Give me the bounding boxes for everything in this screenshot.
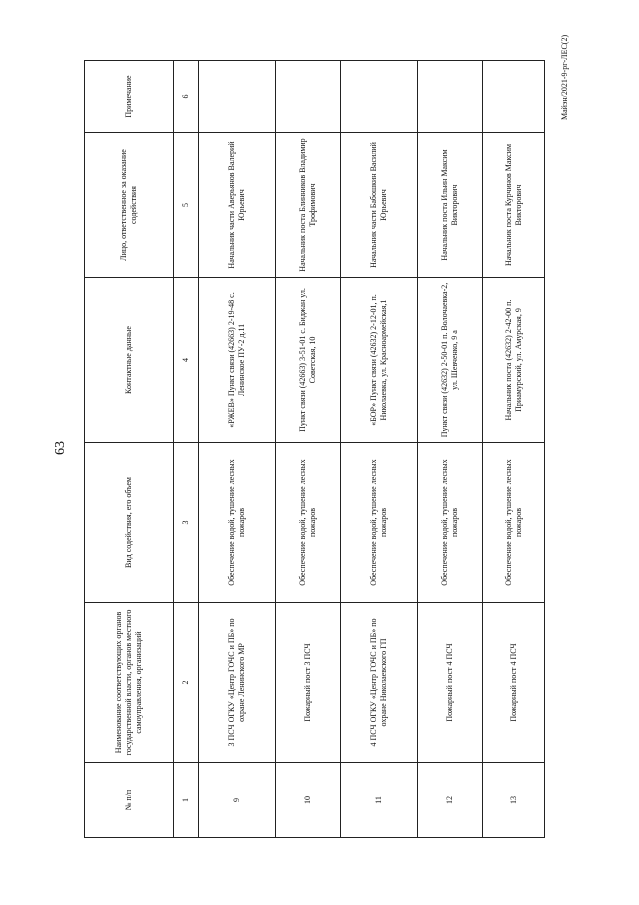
- table-row: [199, 61, 276, 838]
- header-contacts: Контактные данные: [85, 278, 174, 443]
- row-responsible-person: Начальник части Бабошкин Василий Юрьевич: [341, 133, 418, 278]
- column-number: 4: [174, 278, 199, 443]
- row-responsible-person: Начальник части Аверьянов Валерий Юрьевич: [199, 133, 276, 278]
- header-organization: Наименование соответствующих органов государственной власти, органов местного самоуправления, организаций: [85, 603, 174, 763]
- row-note: [418, 61, 483, 133]
- header-assistance-type: Вид содействия, его объем: [85, 443, 174, 603]
- row-note: [341, 61, 418, 133]
- row-number: 11: [341, 763, 418, 838]
- header-num: № п/п: [85, 763, 174, 838]
- row-organization: 3 ПСЧ ОГКУ «Центр ГОЧС и ПБ» по охране Ленинского МР: [199, 603, 276, 763]
- row-number: 12: [418, 763, 483, 838]
- row-assistance-type: Обеспечение водой, тушение лесных пожаров: [341, 443, 418, 603]
- column-number: 1: [174, 763, 199, 838]
- row-number: 9: [199, 763, 276, 838]
- row-organization: 4 ПСЧ ОГКУ «Центр ГОЧС и ПБ» по охране Николаевского ГП: [341, 603, 418, 763]
- row-assistance-type: Обеспечение водой, тушение лесных пожаров: [276, 443, 341, 603]
- row-assistance-type: Обеспечение водой, тушение лесных пожаров: [483, 443, 545, 603]
- row-organization: Пожарный пост 3 ПСЧ: [276, 603, 341, 763]
- row-responsible-person: Начальник поста Курчинов Максим Викторович: [483, 133, 545, 278]
- table-header-row: [85, 61, 174, 838]
- row-assistance-type: Обеспечение водой, тушение лесных пожаров: [418, 443, 483, 603]
- row-contacts: «РЖЕВ» Пункт связи (42663) 2-19-48 с. Ленинское ПУ-2 д.11: [199, 278, 276, 443]
- document-code: Майэн/2021-9-рг-ЛЕС(2): [560, 34, 569, 120]
- row-responsible-person: Начальник поста Ильин Максим Викторович: [418, 133, 483, 278]
- row-contacts: Пункт связи (42663) 3-51-01 с. Биджан ул. Советская, 10: [276, 278, 341, 443]
- row-assistance-type: Обеспечение водой, тушение лесных пожаров: [199, 443, 276, 603]
- row-contacts: «БОР» Пункт связи (42632) 2-12-01, п. Николаевка, ул. Красноармейская,1: [341, 278, 418, 443]
- column-number: 3: [174, 443, 199, 603]
- row-organization: Пожарный пост 4 ПСЧ: [483, 603, 545, 763]
- table-row: [341, 61, 418, 838]
- column-number: 2: [174, 603, 199, 763]
- table-container: [84, 61, 523, 838]
- row-number: 10: [276, 763, 341, 838]
- page-number: 63: [53, 441, 68, 455]
- header-note: Примечание: [85, 61, 174, 133]
- row-number: 13: [483, 763, 545, 838]
- table-row: [418, 61, 483, 838]
- column-number: 6: [174, 61, 199, 133]
- column-number-row: [174, 61, 199, 838]
- header-responsible-person: Лицо, ответственное за оказание содействия: [85, 133, 174, 278]
- table-row: [276, 61, 341, 838]
- row-contacts: Пункт связи (42632) 2-50-01 п. Волочаевка-2, ул. Шевченко, 9 а: [418, 278, 483, 443]
- assistance-table: [84, 60, 545, 838]
- row-responsible-person: Начальник поста Блинников Владимир Трофимович: [276, 133, 341, 278]
- column-number: 5: [174, 133, 199, 278]
- row-organization: Пожарный пост 4 ПСЧ: [418, 603, 483, 763]
- row-contacts: Начальник поста (42632) 2-42-00 п. Приамурский, ул. Амурская, 9: [483, 278, 545, 443]
- row-note: [483, 61, 545, 133]
- row-note: [199, 61, 276, 133]
- table-row: [483, 61, 545, 838]
- row-note: [276, 61, 341, 133]
